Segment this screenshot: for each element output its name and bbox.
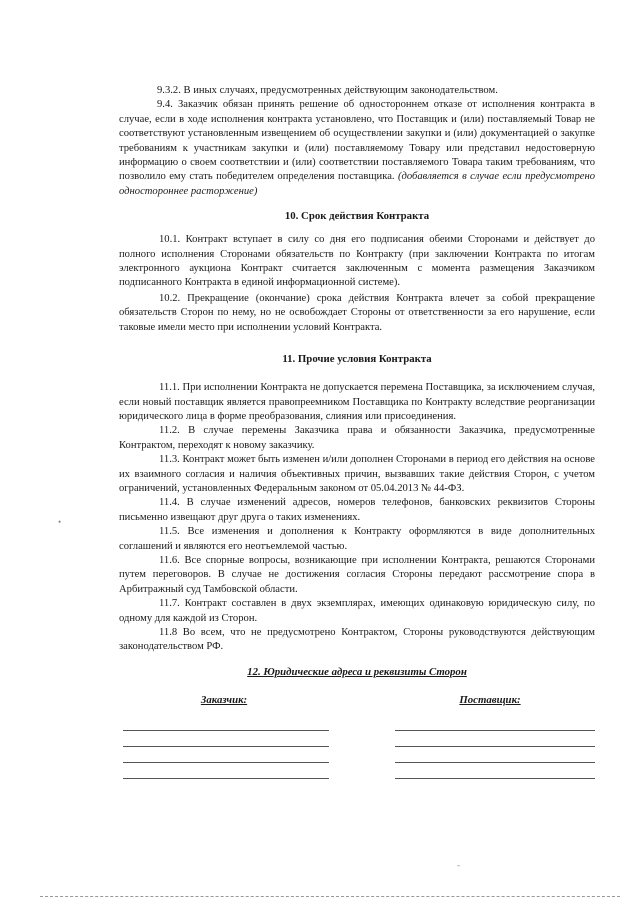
customer-signature-lines [123, 718, 329, 779]
supplier-signature-lines [395, 718, 595, 779]
section-10-heading: 10. Срок действия Контракта [284, 210, 430, 223]
clause-11-6: 11.6. Все спорные вопросы, возникающие при исполнении Контракта, решаются Сторонами путем переговоров. В случае не достижения согласия Стороны передают рассмотрение спора в Арбитражный суд Тамбовской области. [119, 554, 595, 595]
customer-title: Заказчик: [200, 694, 248, 707]
clause-9-4-note: (добавляется в случае если предусмотрено одностороннее расторжение) [119, 171, 596, 197]
document-body [119, 84, 595, 782]
clause-11-5: 11.5. Все изменения и дополнения к Контракту оформляются в виде дополнительных соглашений и являются его неотъемлемой частью. [119, 526, 595, 552]
customer-block [119, 693, 329, 781]
supplier-line [395, 750, 595, 763]
customer-line [123, 750, 329, 763]
clause-11-2: 11.2. В случае перемены Заказчика права и обязанности Заказчика, предусмотренные Контрактом, переходят к новому заказчику. [119, 425, 595, 451]
clause-11-1: 11.1. При исполнении Контракта не допускается перемена Поставщика, за исключением случая, если новый поставщик является правопреемником Поставщика по Контракту вследствие реорганизации юридического лица в форме преобразования, слияния или присоединения. [119, 382, 595, 422]
clause-10-1: 10.1. Контракт вступает в силу со дня его подписания обеими Сторонами и действует до полного исполнения Сторонами обязательств по Контракту (при заключении Контракта по итогам электронного аукциона Контракт считается заключенным с момента размещения Заказчиком подписанного Контракта в единой информационной системе). [119, 234, 595, 289]
scan-speck: • [58, 517, 62, 527]
section-12-heading: 12. Юридические адреса и реквизиты Сторон [247, 665, 467, 678]
clause-11-8: 11.8 Во всем, что не предусмотрено Контрактом, Стороны руководствуются действующим законодательством РФ. [119, 627, 595, 653]
section-11-heading: 11. Прочие условия Контракта [282, 353, 432, 366]
supplier-line [395, 718, 595, 731]
supplier-line [395, 734, 595, 747]
party-details [119, 693, 595, 781]
clause-9-4 [119, 98, 595, 199]
clause-11-3: 11.3. Контракт может быть изменен и/или дополнен Сторонами в период его действия на основе их взаимного согласия и наличия объективных причин, вызвавших такие действия Сторон, с учетом ограничений, установленных Федеральным законом от 05.04.2013 № 44-ФЗ. [119, 454, 595, 494]
clause-9-3-2: 9.3.2. В иных случаях, предусмотренных действующим законодательством. [157, 85, 498, 96]
clause-9-4-text: 9.4. Заказчик обязан принять решение об одностороннем отказе от исполнения контракта в случае, если в ходе исполнения контракта установлено, что Поставщик и (или) поставляемый Товар не соответствуют установленным извещением об осуществлении закупки и (или) документацией о закупке требованиям к участникам закупки и (или) поставляемому Товару или представил недостоверную информацию о своем соответствии и (или) соответствии поставляемого Товара таким требованиям, что позволило ему стать победителем определения поставщика. [119, 99, 595, 183]
customer-line [123, 734, 329, 747]
supplier-line [395, 766, 595, 779]
clause-10-2: 10.2. Прекращение (окончание) срока действия Контракта влечет за собой прекращение обязательств Сторон по нему, но не освобождает Стороны от ответственности за его нарушение, если таковые имели место при исполнении условий Контракта. [119, 292, 595, 333]
supplier-block [385, 693, 595, 781]
clause-11-7: 11.7. Контракт составлен в двух экземплярах, имеющих одинаковую юридическую силу, по одному для каждой из Сторон. [119, 598, 595, 624]
scan-edge-noise [40, 896, 620, 903]
scan-speck: - [457, 860, 460, 870]
supplier-title: Поставщик: [459, 694, 521, 707]
clause-11-4: 11.4. В случае изменений адресов, номеров телефонов, банковских реквизитов Стороны письменно извещают друг друга о таких изменениях. [119, 497, 595, 523]
customer-line [123, 766, 329, 779]
customer-line [123, 718, 329, 731]
